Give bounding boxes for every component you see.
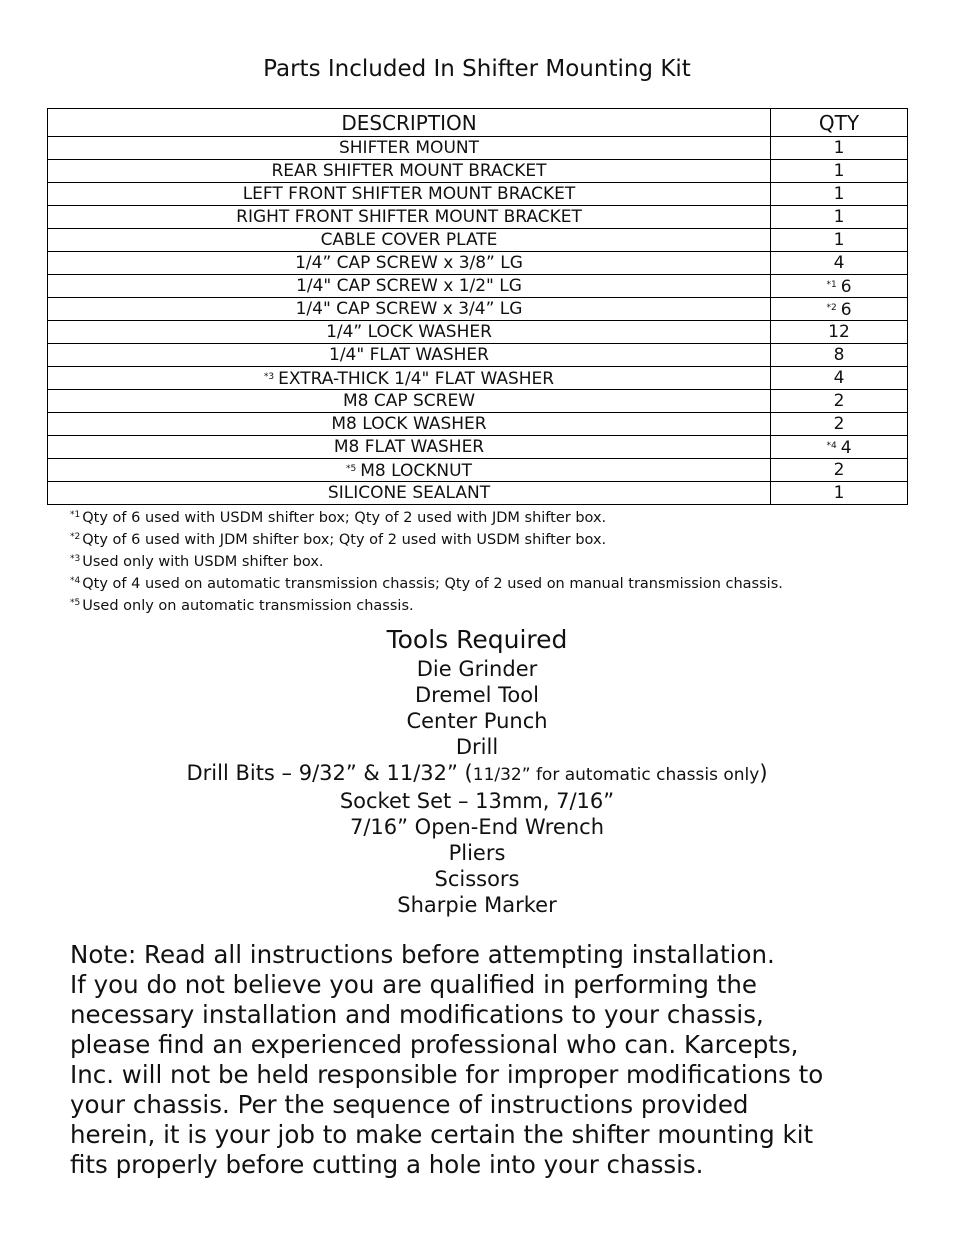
table-row: [48, 160, 908, 183]
note-line: necessary installation and modifications to your chassis,: [70, 1000, 764, 1029]
tool-item: [0, 656, 954, 682]
part-description-cell: [48, 321, 771, 344]
parts-table-body: [48, 137, 908, 505]
footnote-text: Qty of 6 used with USDM shifter box; Qty of 2 used with JDM shifter box.: [82, 510, 607, 526]
tool-item: [0, 814, 954, 840]
part-description-cell: [48, 160, 771, 183]
note-line: fits properly before cutting a hole into your chassis.: [70, 1150, 704, 1179]
part-description: M8 LOCK WASHER: [331, 414, 487, 434]
table-header-row: [48, 109, 908, 137]
footnote-marker: *3: [263, 372, 275, 382]
footnote-marker: *2: [826, 303, 837, 313]
part-description: M8 CAP SCREW: [342, 391, 476, 411]
part-qty-cell: [771, 367, 908, 390]
footnote: [70, 506, 783, 528]
footnote-text: Qty of 4 used on automatic transmission chassis; Qty of 2 used on manual transmission chassis.: [82, 576, 783, 592]
part-description: CABLE COVER PLATE: [320, 230, 498, 250]
part-qty-cell: [771, 344, 908, 367]
part-description-cell: [48, 413, 771, 436]
part-qty-cell: [771, 459, 908, 482]
tool-item: [0, 734, 954, 760]
note-line: your chassis. Per the sequence of instructions provided: [70, 1090, 749, 1119]
table-row: [48, 459, 908, 482]
footnote-marker: *5: [70, 598, 81, 608]
table-row: [48, 229, 908, 252]
table-row: [48, 482, 908, 505]
note-line: Inc. will not be held responsible for improper modifications to: [70, 1060, 824, 1089]
tool-suffix: ): [759, 761, 768, 785]
table-row: [48, 206, 908, 229]
tool-item: [0, 788, 954, 814]
tool-name: Center Punch: [406, 709, 548, 733]
part-description-cell: [48, 344, 771, 367]
tool-name: Scissors: [434, 867, 520, 891]
part-qty: 4: [833, 253, 845, 273]
part-description: M8 FLAT WASHER: [333, 437, 485, 457]
part-qty: 6: [840, 277, 852, 297]
part-qty-cell: [771, 206, 908, 229]
footnotes: [70, 506, 783, 616]
tool-name: Dremel Tool: [415, 683, 539, 707]
part-qty-cell: [771, 321, 908, 344]
part-qty-cell: [771, 390, 908, 413]
footnote: [70, 572, 783, 594]
installation-note: [70, 940, 910, 1180]
part-description: LEFT FRONT SHIFTER MOUNT BRACKET: [242, 184, 576, 204]
part-qty-cell: [771, 413, 908, 436]
part-qty: 1: [833, 138, 845, 158]
tool-name: Pliers: [448, 841, 506, 865]
part-description: M8 LOCKNUT: [360, 461, 472, 481]
tools-list: [0, 656, 954, 918]
part-description-cell: [48, 367, 771, 390]
part-description: 1/4” LOCK WASHER: [326, 322, 492, 342]
note-line: Note: Read all instructions before attempting installation.: [70, 940, 775, 969]
part-description-cell: [48, 206, 771, 229]
part-qty-cell: [771, 275, 908, 298]
tool-name: Drill Bits – 9/32” & 11/32” (: [186, 761, 473, 785]
footnote: [70, 550, 783, 572]
part-description: 1/4" CAP SCREW x 1/2" LG: [296, 276, 522, 296]
tool-name: Sharpie Marker: [397, 893, 557, 917]
part-qty: 2: [833, 414, 845, 434]
part-description-cell: [48, 137, 771, 160]
part-qty-cell: [771, 482, 908, 505]
footnote-text: Used only with USDM shifter box.: [82, 554, 324, 570]
part-qty: 2: [833, 460, 845, 480]
tools-section: [0, 624, 954, 918]
part-qty: 2: [833, 391, 845, 411]
part-description: SILICONE SEALANT: [327, 483, 491, 503]
table-row: [48, 413, 908, 436]
part-qty: 8: [833, 345, 845, 365]
note-line: If you do not believe you are qualified in performing the: [70, 970, 757, 999]
table-row: [48, 344, 908, 367]
part-description: 1/4" CAP SCREW x 3/4” LG: [295, 299, 523, 319]
part-description: EXTRA-THICK 1/4" FLAT WASHER: [278, 369, 555, 389]
table-row: [48, 436, 908, 459]
footnote-marker: *4: [70, 576, 81, 586]
part-qty-cell: [771, 160, 908, 183]
part-description-cell: [48, 459, 771, 482]
tool-item: [0, 840, 954, 866]
part-qty-cell: [771, 183, 908, 206]
footnote-marker: *4: [826, 441, 837, 451]
part-qty: 1: [833, 161, 845, 181]
table-row: [48, 390, 908, 413]
note-line: please find an experienced professional who can. Karcepts,: [70, 1030, 799, 1059]
page-title: Parts Included In Shifter Mounting Kit: [263, 56, 691, 82]
column-header-qty: QTY: [771, 109, 908, 137]
part-qty: 12: [828, 322, 850, 342]
tool-name: 7/16” Open-End Wrench: [349, 815, 605, 839]
footnote-text: Qty of 6 used with JDM shifter box; Qty of 2 used with USDM shifter box.: [82, 532, 607, 548]
part-qty-cell: [771, 252, 908, 275]
part-qty: 4: [840, 438, 852, 458]
part-description: REAR SHIFTER MOUNT BRACKET: [271, 161, 547, 181]
footnote-text: Used only on automatic transmission chassis.: [82, 598, 414, 614]
footnote: [70, 528, 783, 550]
table-row: [48, 137, 908, 160]
tool-name: Socket Set – 13mm, 7/16”: [339, 789, 615, 813]
part-description-cell: [48, 390, 771, 413]
column-header-description: DESCRIPTION: [48, 109, 771, 137]
part-qty-cell: [771, 137, 908, 160]
part-description-cell: [48, 436, 771, 459]
part-description-cell: [48, 183, 771, 206]
tool-name: Drill: [455, 735, 499, 759]
part-qty-cell: [771, 229, 908, 252]
part-qty: 1: [833, 184, 845, 204]
part-description-cell: [48, 482, 771, 505]
tool-item: [0, 866, 954, 892]
footnote-marker: *1: [826, 280, 837, 290]
tool-item: [0, 708, 954, 734]
part-description: SHIFTER MOUNT: [338, 138, 479, 158]
part-description-cell: [48, 252, 771, 275]
tool-note: 11/32” for automatic chassis only: [472, 765, 760, 785]
tools-title: Tools Required: [386, 625, 568, 654]
part-description-cell: [48, 298, 771, 321]
footnote: [70, 594, 783, 616]
tool-item: [0, 682, 954, 708]
part-qty: 6: [840, 300, 852, 320]
tool-item: [0, 892, 954, 918]
table-row: [48, 252, 908, 275]
part-qty: 1: [833, 207, 845, 227]
tool-name: Die Grinder: [416, 657, 538, 681]
part-description-cell: [48, 229, 771, 252]
footnote-marker: *3: [70, 554, 81, 564]
footnote-marker: *5: [346, 464, 357, 474]
table-row: [48, 275, 908, 298]
table-row: [48, 298, 908, 321]
part-qty: 1: [833, 483, 845, 503]
parts-table: [47, 108, 908, 505]
part-description-cell: [48, 275, 771, 298]
part-qty-cell: [771, 298, 908, 321]
part-description: RIGHT FRONT SHIFTER MOUNT BRACKET: [236, 207, 582, 227]
tool-item: [0, 760, 954, 788]
footnote-marker: *2: [70, 532, 81, 542]
table-row: [48, 321, 908, 344]
table-row: [48, 367, 908, 390]
table-row: [48, 183, 908, 206]
note-line: herein, it is your job to make certain the shifter mounting kit: [70, 1120, 814, 1149]
part-qty: 4: [833, 368, 845, 388]
part-qty: 1: [833, 230, 845, 250]
part-description: 1/4” CAP SCREW x 3/8” LG: [295, 253, 523, 273]
footnote-marker: *1: [70, 510, 81, 520]
part-description: 1/4" FLAT WASHER: [329, 345, 489, 365]
part-qty-cell: [771, 436, 908, 459]
